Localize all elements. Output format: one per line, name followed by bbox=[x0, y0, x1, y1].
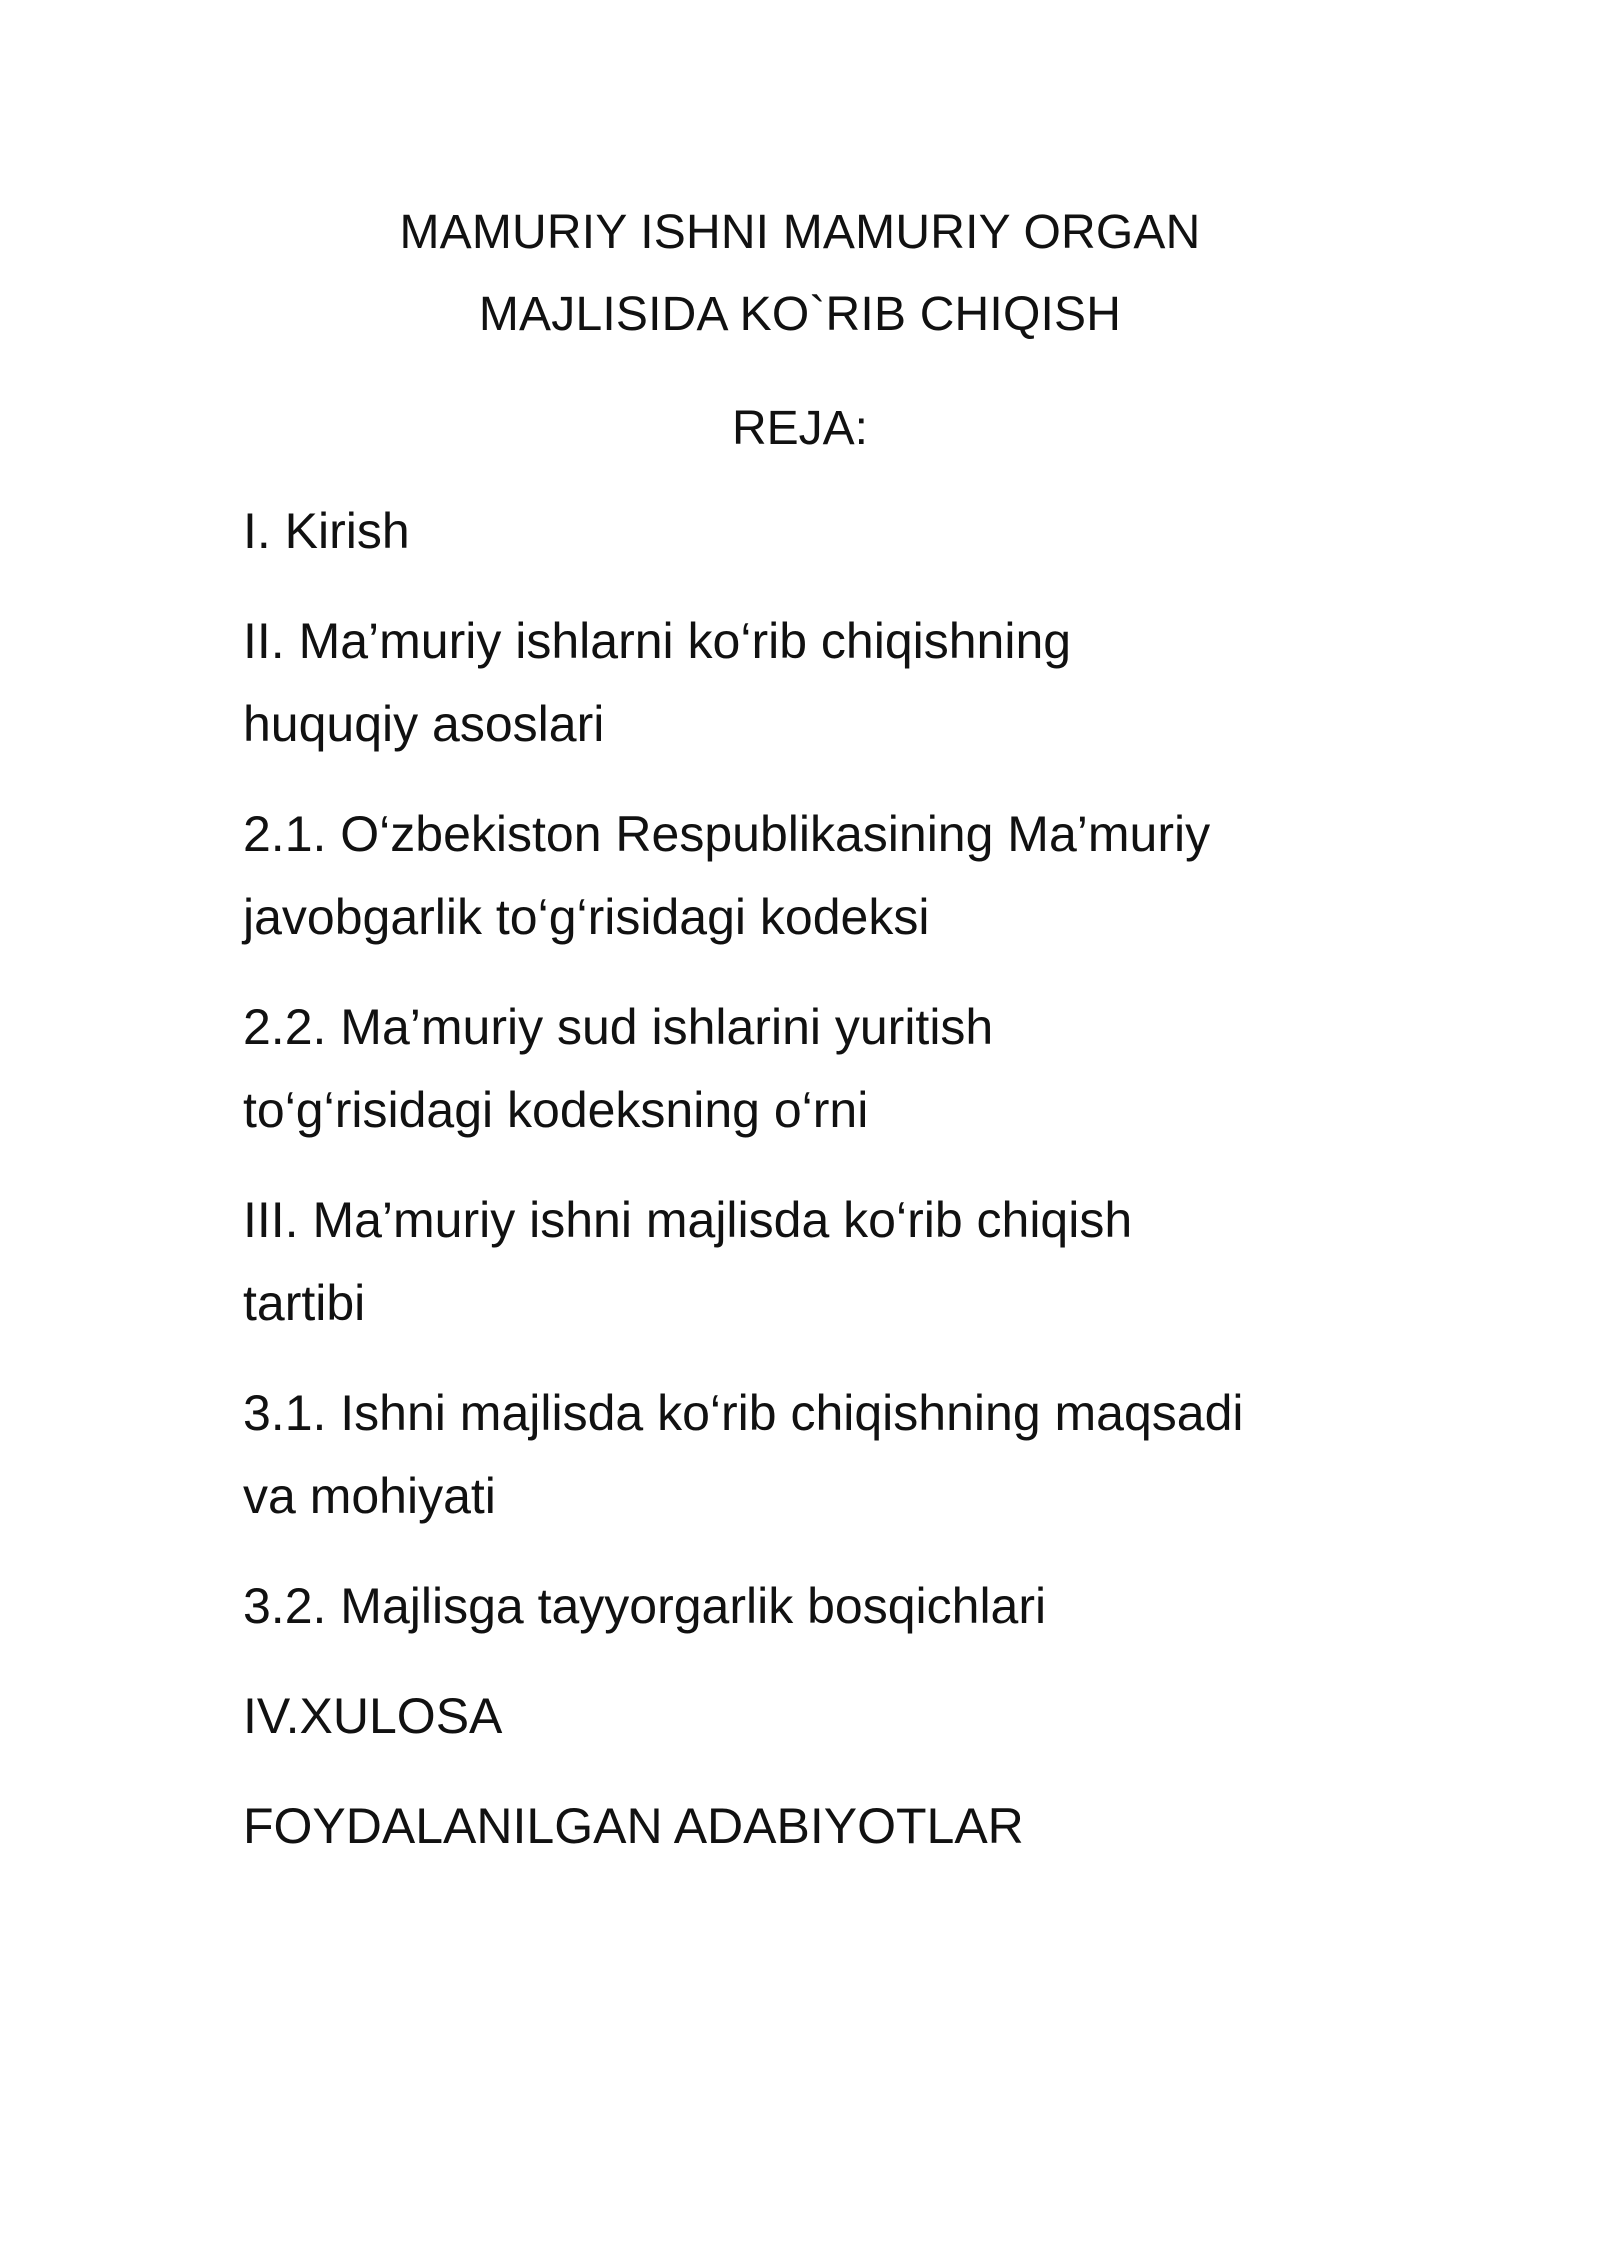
table-of-contents bbox=[243, 490, 1383, 1895]
toc-item-intro bbox=[243, 490, 1383, 573]
toc-item-line: 3.1. Ishni majlisda ko‘rib chiqishning maqsadi bbox=[243, 1385, 1244, 1441]
toc-item-line: javobgarlik to‘g‘risidagi kodeksi bbox=[243, 889, 930, 945]
title-line-1: MAMURIY ISHNI MAMURIY ORGAN bbox=[399, 206, 1201, 259]
toc-item-line: huquqiy asoslari bbox=[243, 696, 605, 752]
toc-item-line: 3.2. Majlisga tayyorgarlik bosqichlari bbox=[243, 1578, 1047, 1634]
plan-heading: REJA: bbox=[731, 402, 869, 455]
toc-item-2-1 bbox=[243, 793, 1383, 959]
toc-item-line: 2.2. Ma’muriy sud ishlarini yuritish bbox=[243, 999, 994, 1055]
toc-item-line: I. Kirish bbox=[243, 503, 410, 559]
title-line-2: MAJLISIDA KO`RIB CHIQISH bbox=[478, 288, 1122, 341]
toc-item-2-2 bbox=[243, 986, 1383, 1152]
toc-item-conclusion bbox=[243, 1675, 1383, 1758]
document-title bbox=[0, 192, 1600, 356]
toc-item-line: IV.XULOSA bbox=[243, 1688, 503, 1744]
toc-item-line: III. Ma’muriy ishni majlisda ko‘rib chiqish bbox=[243, 1192, 1133, 1248]
toc-item-line: tartibi bbox=[243, 1275, 366, 1331]
toc-item-line: to‘g‘risidagi kodeksning o‘rni bbox=[243, 1082, 869, 1138]
toc-item-3-1 bbox=[243, 1372, 1383, 1538]
toc-item-legal-basis bbox=[243, 600, 1383, 766]
toc-item-line: va mohiyati bbox=[243, 1468, 496, 1524]
toc-item-procedure bbox=[243, 1179, 1383, 1345]
toc-item-references bbox=[243, 1785, 1383, 1868]
toc-item-line: FOYDALANILGAN ADABIYOTLAR bbox=[243, 1798, 1024, 1854]
toc-item-line: 2.1. O‘zbekiston Respublikasining Ma’muriy bbox=[243, 806, 1211, 862]
toc-item-3-2 bbox=[243, 1565, 1383, 1648]
toc-item-line: II. Ma’muriy ishlarni ko‘rib chiqishning bbox=[243, 613, 1072, 669]
